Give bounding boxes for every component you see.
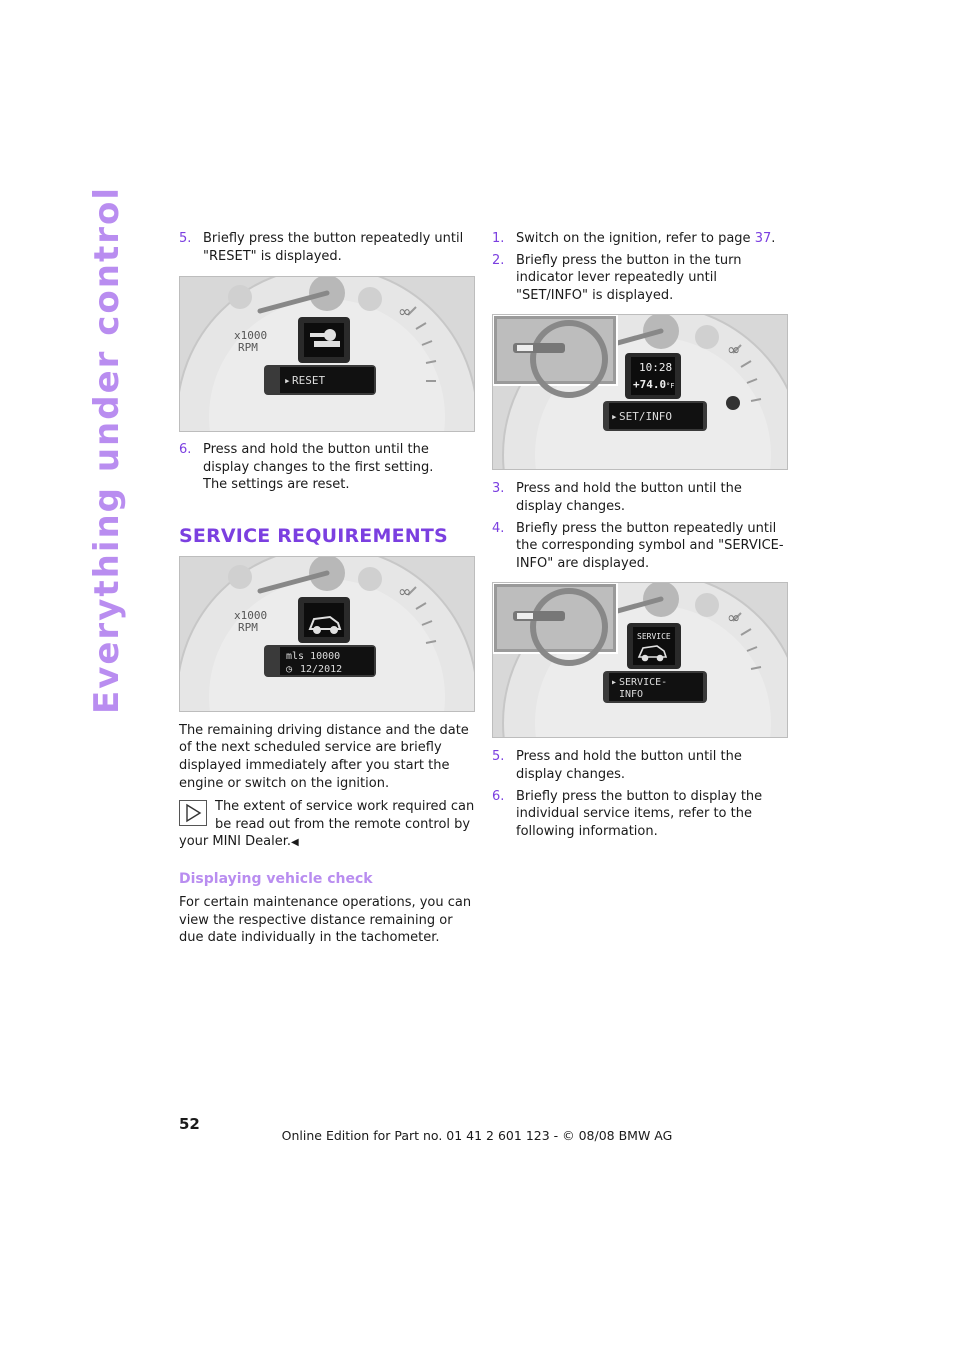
- display-reset-text: RESET: [292, 374, 326, 387]
- svg-text:∞: ∞: [398, 302, 412, 321]
- svg-text:▸: ▸: [611, 677, 618, 689]
- step-number: 5.: [492, 749, 505, 765]
- step-item: [492, 230, 788, 248]
- step-text: Switch on the ignition, refer to page: [516, 231, 755, 246]
- step-text: Press and hold the button until the display changes.: [516, 749, 742, 782]
- step-item: [492, 520, 788, 573]
- page-number: 52: [179, 1115, 200, 1133]
- svg-text:◷: ◷: [286, 663, 293, 675]
- step-item: [492, 252, 788, 305]
- section-heading: SERVICE REQUIREMENTS: [179, 524, 448, 547]
- step-text: Briefly press the button in the turn indicator lever repeatedly until "SET/INFO" is displayed.: [516, 252, 742, 303]
- note-text: The extent of service work required can be read out from the remote control by your MINI Dealer.: [179, 799, 475, 850]
- note-block: [179, 798, 475, 852]
- step-number: 6.: [179, 442, 192, 457]
- display-distance-text: mls 10000: [286, 650, 341, 662]
- tachometer-service-figure: [179, 556, 475, 712]
- step-number: 4.: [492, 520, 505, 536]
- setinfo-figure: [492, 314, 788, 470]
- step-item: [492, 788, 788, 841]
- step-text: Briefly press the button repeatedly until "RESET" is displayed.: [203, 231, 464, 264]
- body-paragraph: The remaining driving distance and the date of the next scheduled service are briefly displayed immediately after you start the engine or switch on the ignition.: [179, 722, 469, 791]
- end-mark-icon: ◀: [290, 837, 299, 849]
- service-info-figure: [492, 582, 788, 738]
- chapter-title: Everything under control: [87, 185, 128, 715]
- display-time-text: 10:28: [639, 361, 673, 375]
- right-column: [492, 230, 788, 844]
- page-reference-link[interactable]: 37: [754, 231, 772, 246]
- svg-text:▸: ▸: [611, 410, 618, 424]
- display-service-line2: INFO: [619, 689, 644, 701]
- display-temp-text: +74.0: [633, 378, 667, 392]
- step-number: 1.: [492, 231, 505, 246]
- svg-text:∞: ∞: [398, 581, 412, 601]
- step-text: Briefly press the button repeatedly until the corresponding symbol and "SERVICE-INFO" are displayed.: [516, 520, 784, 571]
- display-service-line1: SERVICE-: [619, 677, 668, 689]
- svg-text:∞: ∞: [727, 340, 741, 360]
- note-triangle-icon: [179, 800, 207, 826]
- display-temp-unit: °F: [666, 382, 675, 391]
- step-text: Press and hold the button until the display changes to the first setting.: [203, 442, 434, 475]
- rpm-label-2: RPM: [238, 341, 258, 354]
- step-number: 6.: [492, 788, 505, 804]
- rpm-label-2: RPM: [238, 620, 258, 634]
- step-text: Press and hold the button until the display changes.: [516, 481, 742, 514]
- step-number: 2.: [492, 252, 505, 268]
- body-paragraph: For certain maintenance operations, you can view the respective distance remaining or due date individually in the tachometer.: [179, 894, 472, 946]
- step-item: [492, 480, 788, 515]
- footer-text: Online Edition for Part no. 01 41 2 601 123 - © 08/08 BMW AG: [281, 1128, 673, 1143]
- display-setinfo-text: SET/INFO: [619, 410, 672, 424]
- tachometer-reset-figure: [179, 276, 475, 432]
- step-item: [492, 748, 788, 783]
- rpm-label-1: x1000: [234, 608, 268, 622]
- subsection-heading: Displaying vehicle check: [179, 870, 373, 887]
- svg-text:∞: ∞: [727, 608, 741, 628]
- left-column: [179, 230, 475, 947]
- display-service-badge: SERVICE: [637, 632, 671, 642]
- display-date-text: 12/2012: [300, 663, 343, 675]
- rpm-label-1: x1000: [234, 329, 268, 342]
- svg-text:▸: ▸: [284, 374, 291, 387]
- step-number: 5.: [179, 231, 192, 246]
- step-number: 3.: [492, 481, 505, 497]
- step-text: Briefly press the button to display the individual service items, refer to the following information.: [516, 788, 763, 839]
- step-text-tail: .: [771, 231, 776, 246]
- step-item: [179, 230, 475, 270]
- step-subtext: The settings are reset.: [203, 477, 350, 493]
- step-item: [179, 441, 475, 494]
